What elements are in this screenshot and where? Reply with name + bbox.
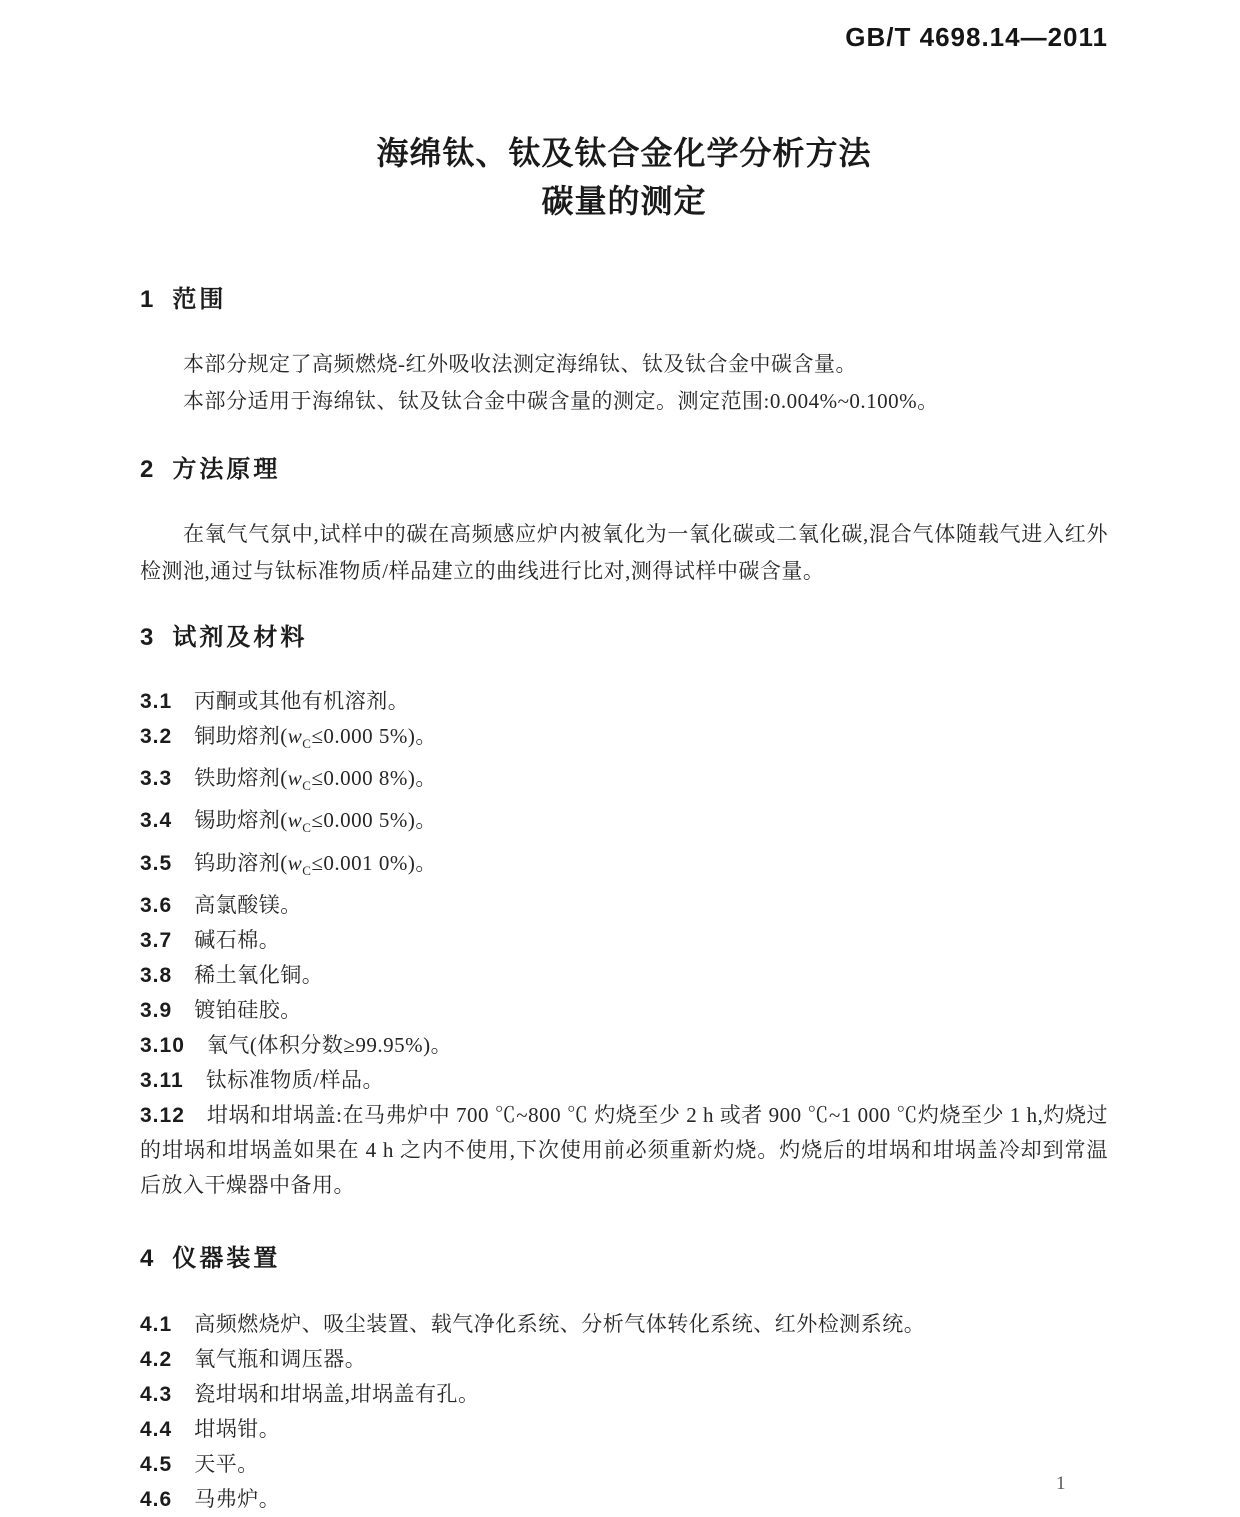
- formula-variable: w: [287, 766, 303, 791]
- clause-item: [140, 761, 1108, 803]
- clause-text-post: ≤0.001 0%)。: [311, 850, 437, 875]
- section-body: [140, 516, 1108, 590]
- clause-number: 3.6: [140, 893, 173, 917]
- formula-variable: w: [287, 808, 303, 833]
- clause-item: [140, 1377, 1108, 1412]
- clause-number: 4.4: [140, 1417, 173, 1441]
- clause-text-post: ≤0.000 5%)。: [311, 724, 437, 748]
- section-3: [140, 622, 1108, 1203]
- section-heading: [140, 622, 1108, 654]
- clause-text: 稀土氧化铜。: [194, 962, 324, 987]
- formula-subscript: C: [302, 778, 312, 794]
- clause-item: [140, 719, 1108, 761]
- clause-item: [140, 1063, 1108, 1098]
- formula-subscript: C: [302, 736, 312, 752]
- clause-number: 4.2: [140, 1347, 173, 1371]
- clause-number: 3.4: [140, 809, 173, 833]
- formula-variable: w: [287, 724, 303, 748]
- clause-text-pre: 铜助熔剂(: [194, 724, 288, 748]
- section-body: [140, 1307, 1108, 1517]
- section-number: 3: [140, 624, 154, 651]
- section-4: [140, 1243, 1108, 1517]
- clause-text: 钛标准物质/样品。: [205, 1067, 385, 1092]
- clause-number: 3.11: [140, 1068, 184, 1092]
- clause-item: [140, 1412, 1108, 1447]
- body-paragraph: 本部分规定了高频燃烧-红外吸收法测定海绵钛、钛及钛合金中碳含量。: [183, 352, 857, 376]
- clause-number: 3.12: [140, 1103, 185, 1127]
- clause-text: 天平。: [194, 1451, 259, 1476]
- section-body: [140, 684, 1108, 1203]
- document-title-line2: 碳量的测定: [541, 183, 707, 219]
- formula-variable: w: [287, 850, 303, 875]
- clause-item: [140, 958, 1108, 993]
- section-2: [140, 454, 1108, 590]
- clause-item: [140, 923, 1108, 958]
- section-heading: [140, 1243, 1108, 1275]
- clause-text: 瓷坩埚和坩埚盖,坩埚盖有孔。: [194, 1381, 480, 1406]
- page-number: 1: [1056, 1473, 1066, 1494]
- clause-number: 3.8: [140, 963, 173, 987]
- clause-text-post: ≤0.000 8%)。: [311, 766, 437, 791]
- section-heading-text: 范围: [172, 286, 227, 313]
- section-1: [140, 284, 1108, 420]
- standard-number: GB/T 4698.14—2011: [845, 22, 1108, 52]
- clause-number: 3.5: [140, 851, 173, 875]
- clause-number: 3.1: [140, 690, 173, 713]
- sections: [140, 284, 1108, 1517]
- clause-number: 3.3: [140, 767, 173, 791]
- clause-item: [140, 888, 1108, 923]
- section-heading: [140, 284, 1108, 316]
- content-column: [140, 0, 1108, 1517]
- clause-text: 氧气(体积分数≥99.95%)。: [206, 1032, 453, 1057]
- clause-number: 4.1: [140, 1312, 173, 1336]
- clause-text-pre: 锡助熔剂(: [194, 808, 288, 833]
- section-heading-text: 仪器装置: [172, 1244, 281, 1272]
- clause-item: [140, 993, 1108, 1028]
- clause-item: [140, 1307, 1108, 1342]
- clause-text: 镀铂硅胶。: [194, 997, 302, 1022]
- clause-text: 碱石棉。: [194, 927, 281, 952]
- clause-text-pre: 铁助熔剂(: [194, 766, 288, 791]
- clause-text: 坩埚和坩埚盖:在马弗炉中 700 ℃~800 ℃ 灼烧至少 2 h 或者 900 ℃~1 000 ℃灼烧至少 1 h,灼烧过的坩埚和坩埚盖如果在 4 h 之内不使用,下次使用前必须重新灼烧。灼烧后的坩埚和坩埚盖冷却到常温后放入干燥器中备用。: [140, 1102, 1108, 1197]
- section-number: 4: [140, 1244, 154, 1272]
- clause-number: 4.6: [140, 1487, 173, 1511]
- formula-subscript: C: [302, 820, 312, 836]
- section-number: 1: [140, 286, 154, 313]
- clause-text-pre: 钨助溶剂(: [194, 850, 288, 875]
- clause-text: 高氯酸镁。: [194, 892, 302, 917]
- clause-text: 丙酮或其他有机溶剂。: [194, 689, 410, 713]
- section-heading-text: 方法原理: [172, 456, 281, 483]
- clause-text: 高频燃烧炉、吸尘装置、载气净化系统、分析气体转化系统、红外检测系统。: [194, 1311, 926, 1336]
- clause-item: [140, 1447, 1108, 1482]
- clause-item: [140, 1482, 1108, 1517]
- clause-item: [140, 803, 1108, 845]
- clause-text: 马弗炉。: [194, 1486, 281, 1511]
- document-header: [140, 0, 1108, 54]
- clause-number: 3.10: [140, 1033, 185, 1057]
- clause-number: 4.3: [140, 1382, 173, 1406]
- clause-item: [140, 684, 1108, 719]
- section-body: [140, 346, 1108, 420]
- section-heading: [140, 454, 1108, 486]
- clause-item: [140, 1028, 1108, 1063]
- clause-number: 3.2: [140, 725, 173, 748]
- clause-number: 4.5: [140, 1452, 173, 1476]
- section-heading-text: 试剂及材料: [172, 624, 308, 651]
- clause-item: [140, 846, 1108, 888]
- clause-text-post: ≤0.000 5%)。: [311, 808, 437, 833]
- clause-item: [140, 1342, 1108, 1377]
- clause-number: 3.7: [140, 928, 173, 952]
- document-title: [140, 129, 1108, 225]
- clause-text: 坩埚钳。: [194, 1416, 281, 1441]
- document-title-line1: 海绵钛、钛及钛合金化学分析方法: [376, 135, 872, 171]
- body-paragraph: 在氧气气氛中,试样中的碳在高频感应炉内被氧化为一氧化碳或二氧化碳,混合气体随载气进入红外检测池,通过与钛标准物质/样品建立的曲线进行比对,测得试样中碳含量。: [140, 522, 1108, 583]
- clause-item: [140, 1098, 1108, 1203]
- clause-number: 3.9: [140, 998, 173, 1022]
- clause-text: 氧气瓶和调压器。: [194, 1346, 367, 1371]
- section-number: 2: [140, 456, 154, 483]
- formula-subscript: C: [302, 862, 312, 878]
- body-paragraph: 本部分适用于海绵钛、钛及钛合金中碳含量的测定。测定范围:0.004%~0.100%。: [183, 389, 939, 413]
